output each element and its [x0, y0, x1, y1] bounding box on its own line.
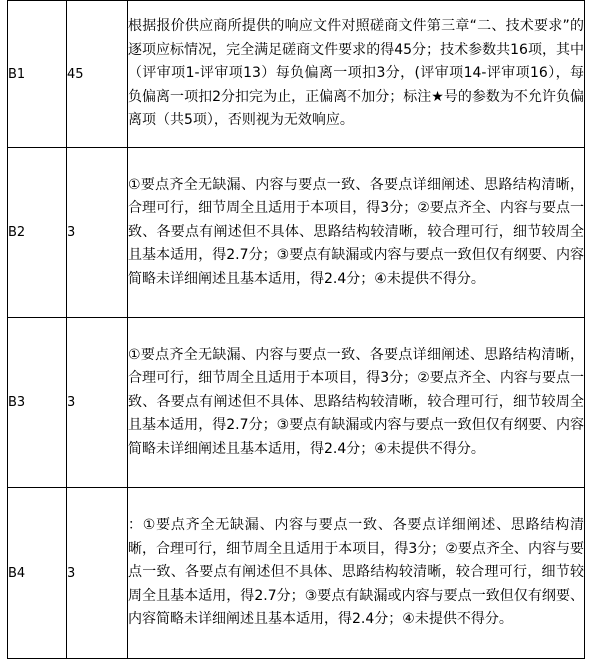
row-score-cell: 3: [67, 488, 128, 659]
scoring-table: [7, 0, 585, 659]
row-description-cell: 根据报价供应商所提供的响应文件对照磋商文件第三章“二、技术要求”的逐项应标情况，完全满足磋商文件要求的得45分；技术参数共16项，其中（评审项1-评审项13）每负偏离一项扣3分，(评审项14-评审项16），每负偏离一项扣2分扣完为止，正偏离不加分；标注★号的参数为不允许负偏离项（共5项），否则视为无效响应。: [128, 1, 585, 148]
row-id-cell: B1: [8, 1, 67, 148]
table-row: [8, 318, 585, 488]
table-row: [8, 1, 585, 148]
row-score-cell: 3: [67, 318, 128, 488]
table-row: [8, 488, 585, 659]
row-score-cell: 3: [67, 148, 128, 318]
row-description-cell: ①要点齐全无缺漏、内容与要点一致、各要点详细阐述、思路结构清晰，合理可行，细节周全且适用于本项目，得3分；②要点齐全、内容与要点一致、各要点有阐述但不具体、思路结构较清晰，较合理可行，细节较周全且基本适用，得2.7分；③要点有缺漏或内容与要点一致但仅有纲要、内容简略未详细阐述且基本适用，得2.4分；④未提供不得分。: [128, 318, 585, 488]
row-description-cell: ：①要点齐全无缺漏、内容与要点一致、各要点详细阐述、思路结构清晰，合理可行，细节周全且适用于本项目，得3分；②要点齐全、内容与要点一致、各要点有阐述但不具体、思路结构较清晰，较合理可行，细节较周全且基本适用，得2.7分；③要点有缺漏或内容与要点一致但仅有纲要、内容简略未详细阐述且基本适用，得2.4分；④未提供不得分。: [128, 488, 585, 659]
row-description-cell: ①要点齐全无缺漏、内容与要点一致、各要点详细阐述、思路结构清晰，合理可行，细节周全且适用于本项目，得3分；②要点齐全、内容与要点一致、各要点有阐述但不具体、思路结构较清晰，较合理可行，细节较周全且基本适用，得2.7分；③要点有缺漏或内容与要点一致但仅有纲要、内容简略未详细阐述且基本适用，得2.4分；④未提供不得分。: [128, 148, 585, 318]
row-id-cell: B3: [8, 318, 67, 488]
row-id-cell: B4: [8, 488, 67, 659]
table-row: [8, 148, 585, 318]
row-id-cell: B2: [8, 148, 67, 318]
row-score-cell: 45: [67, 1, 128, 148]
